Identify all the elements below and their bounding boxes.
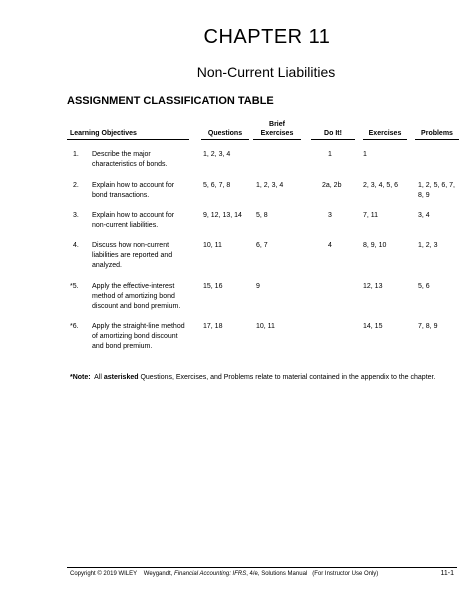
problems-cell: 3, 4 (418, 212, 430, 219)
appendix-note (70, 373, 470, 383)
exercises-cell: 8, 9, 10 (363, 242, 387, 249)
problems-cell: 1, 2, 5, 6, 7, (418, 182, 455, 189)
questions-cell: 5, 6, 7, 8 (203, 182, 231, 189)
objective-text-line: Explain how to account for (92, 212, 175, 219)
exercises-cell: 14, 15 (363, 323, 383, 330)
questions-cell: 1, 2, 3, 4 (203, 151, 231, 158)
header-exercises: Exercises (368, 130, 402, 137)
objective-number: 1. (73, 151, 79, 158)
objective-text-line: and bond premium. (92, 343, 153, 350)
brief-exercises-cell: 1, 2, 3, 4 (256, 182, 284, 189)
questions-cell: 9, 12, 13, 14 (203, 212, 242, 219)
footer-book-title: Financial Accounting: IFRS (174, 571, 247, 577)
note-prefix: All (94, 374, 102, 381)
chapter-title: CHAPTER 11 (203, 26, 331, 48)
problems-cell: 8, 9 (418, 192, 430, 199)
problems-cell: 5, 6 (418, 283, 430, 290)
page-footer (70, 570, 454, 578)
do-it-cell: 2a, 2b (322, 182, 342, 189)
header-underline (201, 139, 249, 140)
objective-text-line: liabilities are reported and (92, 252, 173, 259)
exercises-cell: 2, 3, 4, 5, 6 (363, 182, 399, 189)
do-it-cell: 1 (328, 151, 332, 158)
questions-cell: 15, 16 (203, 283, 223, 290)
header-underline (363, 139, 407, 140)
objective-text-line: method of amortizing bond (92, 293, 175, 300)
header-learning-objectives: Learning Objectives (70, 130, 137, 137)
exercises-cell: 1 (363, 151, 367, 158)
objective-text-line: Apply the effective-interest (92, 283, 175, 290)
objective-text-line: Discuss how non-current (92, 242, 170, 249)
brief-exercises-cell: 5, 8 (256, 212, 268, 219)
do-it-cell: 3 (328, 212, 332, 219)
questions-cell: 10, 11 (203, 242, 222, 249)
exercises-cell: 7, 11 (363, 212, 379, 219)
objective-text-line: characteristics of bonds. (92, 161, 168, 168)
header-underline (253, 139, 301, 140)
footer-usage: (For Instructor Use Only) (312, 571, 379, 577)
note-text: Questions, Exercises, and Problems relate to material contained in the appendix to the chapter. (140, 374, 436, 381)
note-label: *Note: (70, 374, 91, 381)
header-questions: Questions (207, 130, 243, 137)
objective-text-line: Describe the major (92, 151, 151, 158)
footer-rule (67, 567, 457, 568)
header-brief-exercises-line1: Brief (269, 121, 285, 128)
exercises-cell: 12, 13 (363, 283, 383, 290)
objective-text-line: non-current liabilities. (92, 222, 159, 229)
header-underline (415, 139, 459, 140)
header-underline (67, 139, 189, 140)
header-do-it: Do It! (324, 130, 342, 137)
footer-copyright: Copyright © 2019 WILEY (70, 571, 138, 577)
questions-cell: 17, 18 (203, 323, 223, 330)
header-underline (311, 139, 355, 140)
objective-number: *5. (70, 283, 79, 290)
objective-number: 2. (73, 182, 79, 189)
page-number: 11-1 (440, 570, 454, 577)
brief-exercises-cell: 6, 7 (256, 242, 268, 249)
objective-text-line: bond transactions. (92, 192, 150, 199)
objective-number: *6. (70, 323, 79, 330)
objective-text-line: discount and bond premium. (92, 303, 181, 310)
header-problems: Problems (421, 130, 453, 137)
objective-text-line: Explain how to account for (92, 182, 175, 189)
problems-cell: 7, 8, 9 (418, 323, 438, 330)
footer-authors: Weygandt, (143, 571, 173, 577)
objective-text-line: analyzed. (92, 262, 122, 269)
do-it-cell: 4 (328, 242, 332, 249)
table-heading: ASSIGNMENT CLASSIFICATION TABLE (67, 95, 274, 107)
objective-number: 4. (73, 242, 79, 249)
brief-exercises-cell: 10, 11 (256, 323, 275, 330)
chapter-subtitle: Non-Current Liabilities (196, 64, 336, 80)
note-emphasis: asterisked (103, 374, 139, 381)
objective-number: 3. (73, 212, 79, 219)
brief-exercises-cell: 9 (256, 283, 260, 290)
problems-cell: 1, 2, 3 (418, 242, 438, 249)
header-brief-exercises-line2: Exercises (260, 130, 294, 137)
footer-edition: , 4/e, Solutions Manual (246, 571, 308, 577)
objective-text-line: of amortizing bond discount (92, 333, 178, 340)
objective-text-line: Apply the straight-line method (92, 323, 185, 330)
